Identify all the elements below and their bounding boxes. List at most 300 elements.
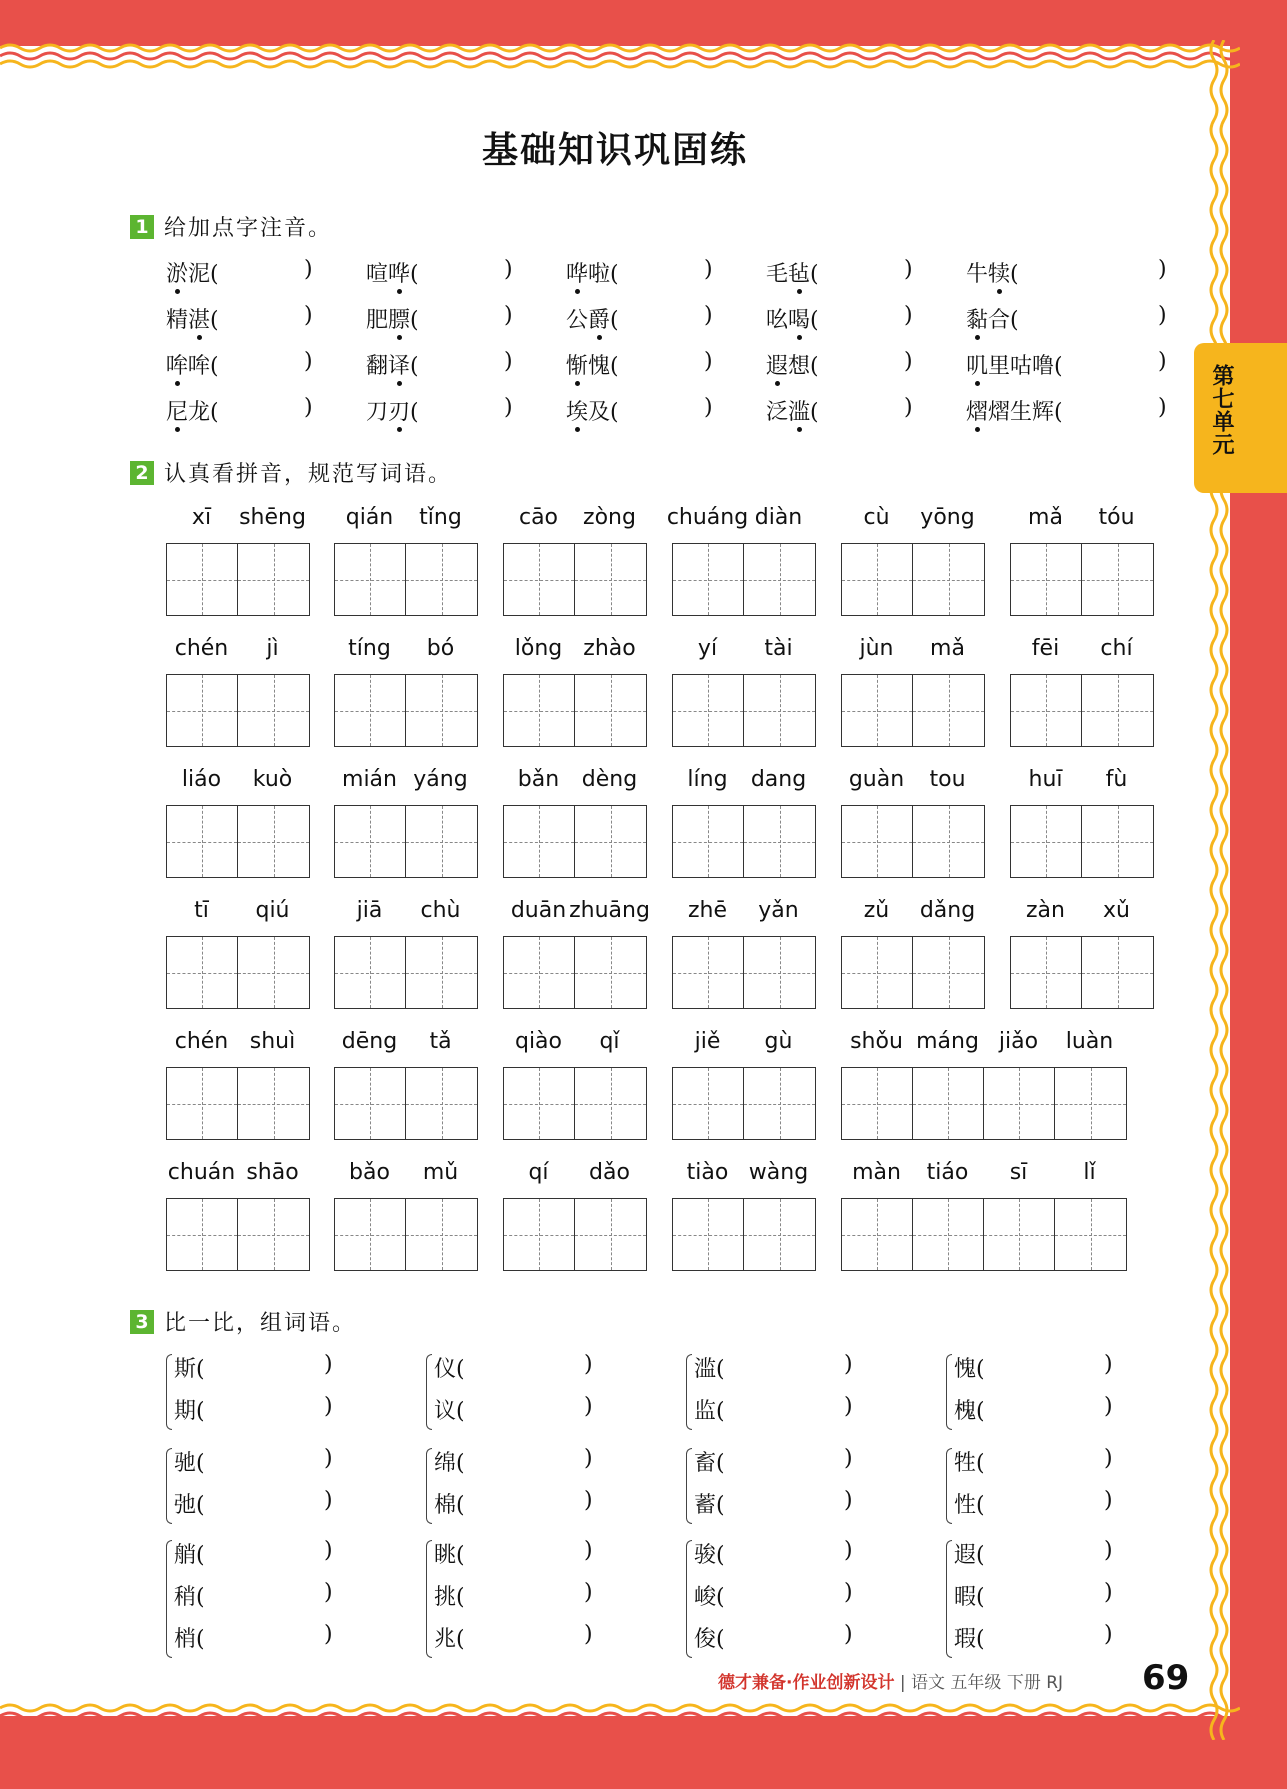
pinyin-syllable: liáo — [181, 767, 222, 792]
writing-grid[interactable] — [841, 674, 985, 747]
group-brace — [166, 1448, 172, 1524]
writing-grid[interactable] — [166, 1067, 310, 1140]
word-open-paren: ( — [410, 262, 419, 287]
open-paren: ( — [456, 1493, 465, 1518]
writing-cell[interactable] — [504, 806, 575, 877]
group-brace — [686, 1448, 692, 1524]
writing-cell[interactable] — [406, 937, 477, 1008]
close-paren: ) — [844, 1538, 853, 1563]
compare-character: 瑕 — [954, 1627, 977, 1652]
writing-cell[interactable] — [1082, 544, 1153, 615]
close-paren: ) — [584, 1446, 593, 1471]
writing-cell[interactable] — [842, 1199, 913, 1270]
writing-cell[interactable] — [335, 937, 406, 1008]
dotted-character: 滥 — [788, 400, 811, 425]
dotted-character: 爵 — [588, 308, 611, 333]
writing-cell[interactable] — [673, 1199, 744, 1270]
writing-grid[interactable] — [503, 1198, 647, 1271]
writing-cell[interactable] — [984, 1068, 1055, 1139]
compare-line — [174, 1352, 333, 1383]
open-paren: ( — [196, 1543, 205, 1568]
writing-grid[interactable] — [166, 1198, 310, 1271]
pinyin-syllable: lǐ — [1083, 1160, 1096, 1185]
open-paren: ( — [196, 1585, 205, 1610]
writing-grid[interactable] — [1010, 674, 1154, 747]
question-1-heading — [130, 211, 332, 242]
pinyin-syllable: huī — [1028, 767, 1063, 792]
group-brace — [166, 1354, 172, 1430]
compare-character: 俊 — [694, 1627, 717, 1652]
close-paren: ) — [304, 349, 313, 374]
wavy-border-top — [0, 40, 1240, 74]
compare-line — [434, 1538, 593, 1569]
phonetic-item — [566, 303, 713, 334]
word-plain-part: 翻 — [366, 354, 389, 379]
compare-group — [686, 1446, 866, 1530]
writing-cell[interactable] — [504, 675, 575, 746]
writing-cell[interactable] — [335, 675, 406, 746]
word-open-paren: 啦( — [588, 262, 619, 287]
question-3-instruction: 比一比，组词语。 — [164, 1311, 357, 1336]
group-brace — [426, 1448, 432, 1524]
compare-group — [686, 1352, 866, 1436]
compare-character: 眺 — [434, 1543, 457, 1568]
pinyin-syllable: duān — [510, 898, 567, 923]
writing-cell[interactable] — [1011, 806, 1082, 877]
open-paren: ( — [716, 1493, 725, 1518]
open-paren: ( — [196, 1399, 205, 1424]
open-paren: ( — [456, 1451, 465, 1476]
close-paren: ) — [1104, 1488, 1113, 1513]
compare-line — [694, 1488, 853, 1519]
word-plain-part: 公 — [566, 308, 589, 333]
pinyin-syllable: tiáo — [926, 1160, 969, 1185]
pinyin-syllable: jiǎo — [998, 1029, 1039, 1054]
dotted-character: 遐 — [766, 354, 789, 379]
close-paren: ) — [844, 1580, 853, 1605]
compare-line — [434, 1394, 593, 1425]
open-paren: ( — [456, 1585, 465, 1610]
phonetic-item — [166, 349, 313, 380]
pinyin-syllable: cù — [863, 505, 890, 530]
compare-group — [686, 1538, 866, 1664]
word-open-paren: 哞( — [188, 354, 219, 379]
writing-cell[interactable] — [504, 544, 575, 615]
writing-cell[interactable] — [167, 675, 238, 746]
writing-cell[interactable] — [575, 806, 646, 877]
close-paren: ) — [504, 303, 513, 328]
writing-grid[interactable] — [1010, 936, 1154, 1009]
pinyin-syllable: jì — [266, 636, 279, 661]
writing-cell[interactable] — [673, 806, 744, 877]
compare-group — [946, 1352, 1126, 1436]
compare-group — [426, 1538, 606, 1664]
compare-character: 暇 — [954, 1585, 977, 1610]
writing-grid[interactable] — [672, 674, 816, 747]
phonetic-item — [966, 303, 1167, 334]
close-paren: ) — [904, 349, 913, 374]
open-paren: ( — [716, 1585, 725, 1610]
writing-cell[interactable] — [913, 1199, 984, 1270]
word-open-paren: ( — [810, 308, 819, 333]
close-paren: ) — [584, 1394, 593, 1419]
pinyin-syllable: diàn — [754, 505, 803, 530]
writing-grid[interactable] — [334, 805, 478, 878]
compare-line — [174, 1622, 333, 1653]
pinyin-syllable: tóu — [1098, 505, 1135, 530]
writing-grid[interactable] — [1010, 805, 1154, 878]
pinyin-syllable: xī — [191, 505, 212, 530]
writing-cell[interactable] — [744, 1068, 815, 1139]
close-paren: ) — [324, 1446, 333, 1471]
pinyin-syllable: chuáng — [666, 505, 749, 530]
pinyin-syllable: yōng — [920, 505, 975, 530]
writing-cell[interactable] — [575, 675, 646, 746]
writing-cell[interactable] — [238, 1068, 309, 1139]
pinyin-syllable: chí — [1100, 636, 1133, 661]
footer: 德才兼备·作业创新设计 | 语文 五年级 下册 RJ — [718, 1673, 1064, 1693]
writing-grid[interactable] — [166, 936, 310, 1009]
dotted-character: 哗 — [388, 262, 411, 287]
writing-cell[interactable] — [238, 806, 309, 877]
phonetic-item — [766, 349, 913, 380]
writing-grid[interactable] — [166, 674, 310, 747]
writing-cell[interactable] — [575, 1068, 646, 1139]
writing-cell[interactable] — [406, 675, 477, 746]
writing-cell[interactable] — [167, 937, 238, 1008]
compare-line — [174, 1446, 333, 1477]
writing-cell[interactable] — [1082, 675, 1153, 746]
word-open-paren: 愧( — [588, 354, 619, 379]
writing-grid[interactable] — [334, 543, 478, 616]
pinyin-syllable: sī — [1009, 1160, 1028, 1185]
question-number-badge: 1 — [130, 215, 154, 239]
close-paren: ) — [1104, 1622, 1113, 1647]
writing-cell[interactable] — [167, 544, 238, 615]
close-paren: ) — [1104, 1394, 1113, 1419]
close-paren: ) — [1158, 257, 1167, 282]
writing-grid[interactable] — [503, 936, 647, 1009]
compare-character: 槐 — [954, 1399, 977, 1424]
close-paren: ) — [904, 395, 913, 420]
writing-grid[interactable] — [503, 805, 647, 878]
writing-cell[interactable] — [167, 806, 238, 877]
close-paren: ) — [1104, 1580, 1113, 1605]
writing-grid[interactable] — [503, 1067, 647, 1140]
pinyin-syllable: mǎ — [930, 636, 965, 661]
compare-character: 议 — [434, 1399, 457, 1424]
open-paren: ( — [456, 1543, 465, 1568]
compare-character: 期 — [174, 1399, 197, 1424]
writing-grid[interactable] — [1010, 543, 1154, 616]
writing-cell[interactable] — [335, 806, 406, 877]
writing-cell[interactable] — [744, 675, 815, 746]
word-open-paren: 熠生辉( — [988, 400, 1063, 425]
close-paren: ) — [584, 1622, 593, 1647]
word-plain-part: 刀 — [366, 400, 389, 425]
writing-cell[interactable] — [842, 1068, 913, 1139]
close-paren: ) — [704, 349, 713, 374]
writing-grid[interactable] — [841, 1067, 1127, 1140]
writing-cell[interactable] — [504, 937, 575, 1008]
writing-cell[interactable] — [744, 1199, 815, 1270]
pinyin-syllable: zhē — [687, 898, 728, 923]
close-paren: ) — [584, 1488, 593, 1513]
compare-line — [694, 1622, 853, 1653]
writing-grid[interactable] — [841, 936, 985, 1009]
writing-cell[interactable] — [744, 544, 815, 615]
compare-character: 性 — [954, 1493, 977, 1518]
compare-group — [166, 1352, 346, 1436]
open-paren: ( — [716, 1451, 725, 1476]
writing-grid[interactable] — [672, 1067, 816, 1140]
compare-character: 艄 — [174, 1543, 197, 1568]
open-paren: ( — [196, 1357, 205, 1382]
writing-cell[interactable] — [575, 937, 646, 1008]
pinyin-syllable: chù — [420, 898, 461, 923]
writing-grid[interactable] — [503, 674, 647, 747]
writing-cell[interactable] — [842, 675, 913, 746]
word-open-paren: ( — [610, 308, 619, 333]
writing-cell[interactable] — [167, 1199, 238, 1270]
writing-grid[interactable] — [672, 1198, 816, 1271]
writing-cell[interactable] — [406, 806, 477, 877]
phonetic-item — [366, 303, 513, 334]
pinyin-syllable: dǎo — [589, 1160, 630, 1185]
writing-cell[interactable] — [238, 675, 309, 746]
pinyin-syllable: yáng — [413, 767, 468, 792]
writing-grid[interactable] — [672, 805, 816, 878]
writing-cell[interactable] — [1011, 675, 1082, 746]
writing-cell[interactable] — [673, 1068, 744, 1139]
writing-cell[interactable] — [1011, 937, 1082, 1008]
writing-cell[interactable] — [575, 1199, 646, 1270]
writing-cell[interactable] — [673, 937, 744, 1008]
word-plain-part: 泛 — [766, 400, 789, 425]
open-paren: ( — [976, 1627, 985, 1652]
compare-character: 兆 — [434, 1627, 457, 1652]
pinyin-syllable: shēng — [239, 505, 306, 530]
writing-cell[interactable] — [1011, 544, 1082, 615]
writing-cell[interactable] — [744, 806, 815, 877]
writing-cell[interactable] — [842, 544, 913, 615]
writing-grid[interactable] — [166, 805, 310, 878]
word-open-paren: ( — [410, 308, 419, 333]
pinyin-syllable: xǔ — [1103, 898, 1130, 923]
writing-grid[interactable] — [672, 543, 816, 616]
group-brace — [686, 1540, 692, 1658]
compare-character: 稍 — [174, 1585, 197, 1610]
writing-cell[interactable] — [842, 937, 913, 1008]
open-paren: ( — [456, 1399, 465, 1424]
writing-cell[interactable] — [913, 1068, 984, 1139]
writing-cell[interactable] — [335, 544, 406, 615]
close-paren: ) — [844, 1394, 853, 1419]
word-plain-part: 精 — [166, 308, 189, 333]
phonetic-item — [166, 303, 313, 334]
dotted-character: 毡 — [788, 262, 811, 287]
pinyin-syllable: tǐng — [419, 505, 462, 530]
word-open-paren: ( — [410, 400, 419, 425]
close-paren: ) — [1104, 1352, 1113, 1377]
writing-cell[interactable] — [1082, 937, 1153, 1008]
pinyin-syllable: qǐ — [599, 1029, 620, 1054]
open-paren: ( — [196, 1451, 205, 1476]
close-paren: ) — [704, 303, 713, 328]
dotted-character: 熠 — [966, 400, 989, 425]
dotted-character: 刃 — [388, 400, 411, 425]
writing-cell[interactable] — [406, 544, 477, 615]
compare-line — [694, 1580, 853, 1611]
writing-cell[interactable] — [1055, 1068, 1126, 1139]
writing-grid[interactable] — [841, 805, 985, 878]
open-paren: ( — [196, 1493, 205, 1518]
dotted-character: 哞 — [166, 354, 189, 379]
writing-cell[interactable] — [744, 937, 815, 1008]
phonetic-item — [966, 349, 1167, 380]
phonetic-item — [166, 395, 313, 426]
writing-cell[interactable] — [913, 544, 984, 615]
compare-character: 滥 — [694, 1357, 717, 1382]
pinyin-syllable: zòng — [583, 505, 636, 530]
close-paren: ) — [504, 395, 513, 420]
group-brace — [166, 1540, 172, 1658]
dotted-character: 黏 — [966, 308, 989, 333]
compare-character: 骏 — [694, 1543, 717, 1568]
writing-cell[interactable] — [238, 544, 309, 615]
compare-line — [954, 1446, 1113, 1477]
pinyin-syllable: gù — [764, 1029, 793, 1054]
pinyin-syllable: luàn — [1065, 1029, 1114, 1054]
writing-cell[interactable] — [984, 1199, 1055, 1270]
close-paren: ) — [324, 1580, 333, 1605]
pinyin-syllable: yǎn — [758, 898, 799, 923]
writing-cell[interactable] — [842, 806, 913, 877]
writing-grid[interactable] — [841, 543, 985, 616]
open-paren: ( — [456, 1357, 465, 1382]
word-open-paren: 合( — [988, 308, 1019, 333]
compare-character: 绵 — [434, 1451, 457, 1476]
writing-cell[interactable] — [504, 1199, 575, 1270]
close-paren: ) — [324, 1538, 333, 1563]
writing-cell[interactable] — [913, 675, 984, 746]
pinyin-syllable: shǒu — [850, 1029, 903, 1054]
compare-character: 蓄 — [694, 1493, 717, 1518]
writing-grid[interactable] — [334, 1067, 478, 1140]
dotted-character: 膘 — [388, 308, 411, 333]
unit-side-tab-label: 第七单元 — [1209, 364, 1234, 456]
writing-cell[interactable] — [913, 937, 984, 1008]
group-brace — [686, 1354, 692, 1430]
compare-group — [946, 1538, 1126, 1664]
question-number-badge: 3 — [130, 1310, 154, 1334]
writing-cell[interactable] — [406, 1068, 477, 1139]
close-paren: ) — [904, 303, 913, 328]
compare-line — [174, 1538, 333, 1569]
close-paren: ) — [704, 395, 713, 420]
writing-cell[interactable] — [167, 1068, 238, 1139]
pinyin-syllable: qiú — [255, 898, 290, 923]
group-brace — [946, 1448, 952, 1524]
group-brace — [426, 1540, 432, 1658]
close-paren: ) — [584, 1352, 593, 1377]
compare-line — [434, 1580, 593, 1611]
writing-cell[interactable] — [238, 1199, 309, 1270]
compare-line — [694, 1352, 853, 1383]
close-paren: ) — [584, 1580, 593, 1605]
compare-line — [954, 1394, 1113, 1425]
close-paren: ) — [304, 303, 313, 328]
writing-cell[interactable] — [1055, 1199, 1126, 1270]
writing-cell[interactable] — [504, 1068, 575, 1139]
compare-line — [954, 1488, 1113, 1519]
writing-cell[interactable] — [238, 937, 309, 1008]
word-open-paren: 里咕噜( — [988, 354, 1063, 379]
writing-grid[interactable] — [334, 1198, 478, 1271]
footer-info: 语文 五年级 下册 RJ — [911, 1673, 1064, 1693]
open-paren: ( — [716, 1543, 725, 1568]
compare-character: 愧 — [954, 1357, 977, 1382]
phonetic-item — [566, 395, 713, 426]
compare-line — [954, 1538, 1113, 1569]
writing-grid[interactable] — [334, 936, 478, 1009]
word-plain-part: 牛 — [966, 262, 989, 287]
compare-character: 驰 — [174, 1451, 197, 1476]
phonetic-item — [566, 257, 713, 288]
pinyin-syllable: zàn — [1026, 898, 1065, 923]
compare-line — [434, 1622, 593, 1653]
writing-grid[interactable] — [334, 674, 478, 747]
compare-line — [694, 1538, 853, 1569]
writing-cell[interactable] — [673, 544, 744, 615]
question-3-heading — [130, 1306, 356, 1337]
pinyin-syllable: màn — [852, 1160, 901, 1185]
pinyin-syllable: guàn — [848, 767, 905, 792]
pinyin-syllable: zhuāng — [569, 898, 650, 923]
phonetic-row — [166, 349, 1176, 383]
compare-character: 遐 — [954, 1543, 977, 1568]
word-open-paren: ( — [810, 262, 819, 287]
compare-character: 梢 — [174, 1627, 197, 1652]
writing-cell[interactable] — [673, 675, 744, 746]
close-paren: ) — [704, 257, 713, 282]
pinyin-syllable: mǔ — [422, 1160, 459, 1185]
writing-grid[interactable] — [166, 543, 310, 616]
compare-line — [954, 1352, 1113, 1383]
writing-grid[interactable] — [672, 936, 816, 1009]
word-open-paren: ( — [1010, 262, 1019, 287]
writing-cell[interactable] — [913, 806, 984, 877]
phonetic-item — [366, 257, 513, 288]
writing-grid[interactable] — [503, 543, 647, 616]
open-paren: ( — [976, 1451, 985, 1476]
writing-grid[interactable] — [841, 1198, 1127, 1271]
dotted-character: 埃 — [566, 400, 589, 425]
compare-line — [954, 1580, 1113, 1611]
pinyin-syllable: mǎ — [1028, 505, 1063, 530]
footer-brand: 德才兼备·作业创新设计 — [718, 1673, 895, 1693]
close-paren: ) — [504, 349, 513, 374]
pinyin-syllable: bǎo — [349, 1160, 390, 1185]
writing-cell[interactable] — [335, 1068, 406, 1139]
word-open-paren: ( — [810, 400, 819, 425]
writing-cell[interactable] — [406, 1199, 477, 1270]
dotted-character: 哗 — [566, 262, 589, 287]
writing-cell[interactable] — [335, 1199, 406, 1270]
writing-cell[interactable] — [575, 544, 646, 615]
writing-cell[interactable] — [1082, 806, 1153, 877]
pinyin-syllable: dǎng — [919, 898, 976, 923]
